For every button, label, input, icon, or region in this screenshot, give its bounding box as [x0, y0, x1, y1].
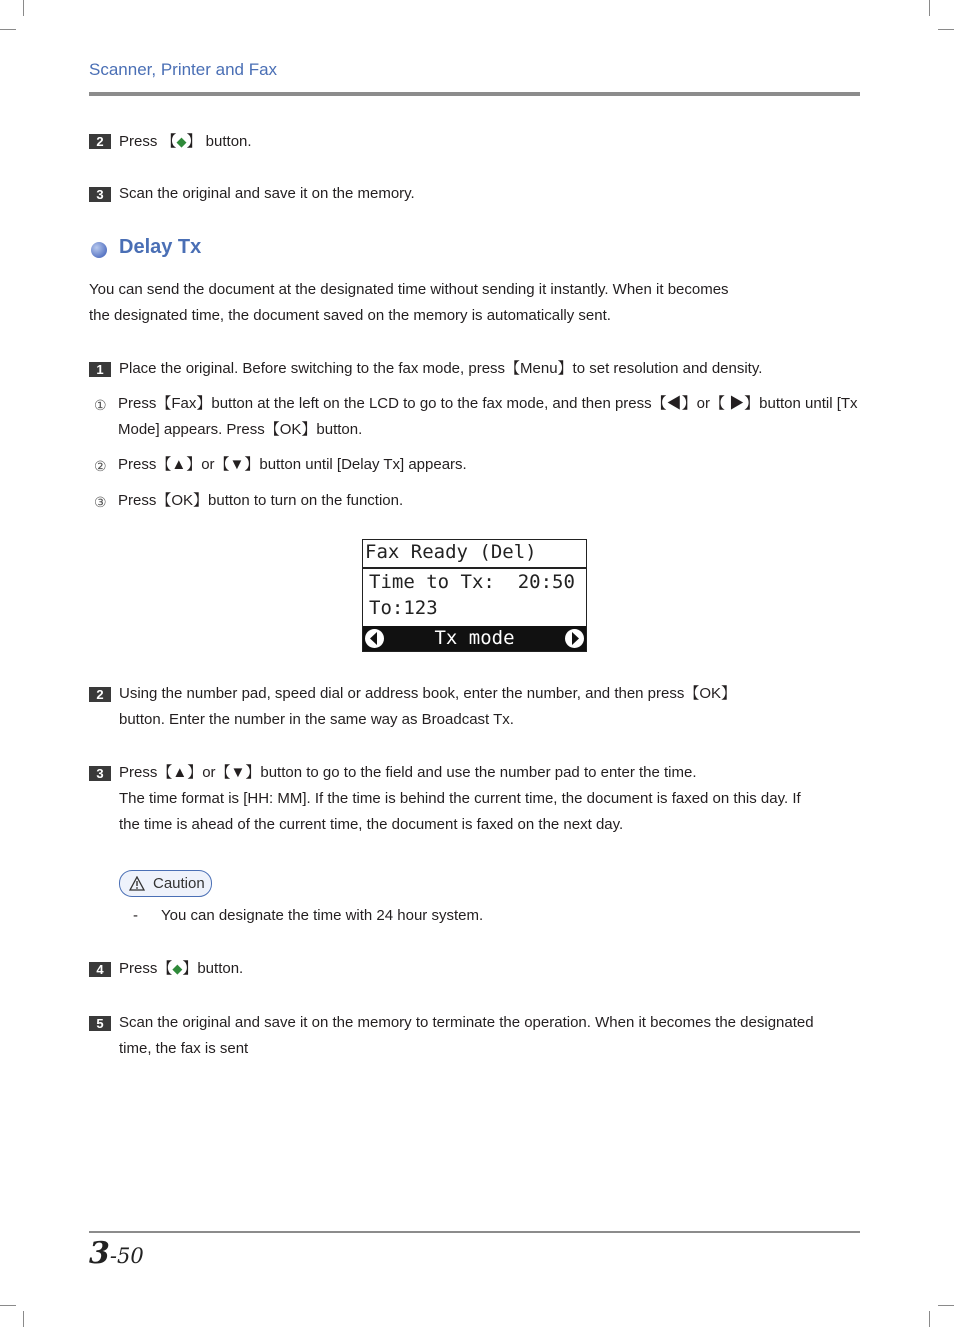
step-number: 3: [89, 187, 111, 202]
step-text: Scan the original and save it on the memory to terminate the operation. When it becomes the designated: [119, 1014, 814, 1031]
lcd-mode-bar: [363, 626, 586, 651]
step-text: button. Enter the number in the same way as Broadcast Tx.: [119, 711, 514, 728]
caution-badge: [119, 870, 212, 897]
step-text: Press【◆】button.: [119, 960, 244, 977]
step-text: Scan the original and save it on the memory.: [119, 185, 415, 202]
crop-mark: [938, 29, 954, 30]
substep-text: Press【OK】button to turn on the function.: [118, 492, 404, 509]
crop-mark: [929, 1311, 930, 1327]
crop-mark: [0, 29, 16, 30]
page-number: [89, 1236, 144, 1271]
substep-text: Press【▲】or【▼】button until [Delay Tx] appears.: [118, 456, 467, 473]
substep-marker: ①: [94, 397, 107, 413]
footer-divider: [89, 1231, 860, 1233]
intro-line: You can send the document at the designated time without sending it instantly. When it becomes: [89, 281, 729, 298]
step-number: 2: [89, 687, 111, 702]
lcd-mode-label: Tx mode: [434, 627, 515, 649]
right-arrow-icon: [564, 628, 585, 649]
lcd-time-line: Time to Tx: 20:50: [369, 571, 575, 593]
step-text: the time is ahead of the current time, the document is faxed on the next day.: [119, 816, 624, 833]
step-text: The time format is [HH: MM]. If the time is behind the current time, the document is faxed on this day. If: [119, 790, 801, 807]
substep-marker: ③: [94, 494, 107, 510]
crop-mark: [929, 0, 930, 16]
substep-marker: ②: [94, 458, 107, 474]
intro-line: the designated time, the document saved on the memory is automatically sent.: [89, 307, 611, 324]
lcd-divider: [363, 567, 586, 569]
caution-bullet-text: You can designate the time with 24 hour system.: [161, 907, 484, 924]
crop-mark: [938, 1305, 954, 1306]
crop-mark: [0, 1305, 16, 1306]
bullet-dash: -: [133, 907, 138, 924]
page-index: -50: [109, 1244, 144, 1268]
step-number: 5: [89, 1016, 111, 1031]
lcd-to-line: To:123: [369, 597, 438, 619]
warning-icon: [129, 876, 145, 891]
step-number: 4: [89, 962, 111, 977]
step-number: 3: [89, 766, 111, 781]
lcd-title: Fax Ready (Del): [365, 541, 537, 563]
step-number: 1: [89, 362, 111, 377]
step-text: time, the fax is sent: [119, 1040, 249, 1057]
step-text: Press 【◆】 button.: [119, 133, 252, 150]
step-text: Using the number pad, speed dial or address book, enter the number, and then press【OK】: [119, 685, 737, 702]
caution-label: Caution: [153, 875, 205, 892]
page-chapter: 3: [89, 1236, 110, 1271]
start-icon: ◆: [176, 134, 187, 149]
step-number: 2: [89, 134, 111, 149]
crop-mark: [23, 1311, 24, 1327]
crop-mark: [23, 0, 24, 16]
section-title: Delay Tx: [119, 236, 202, 258]
page-header-title: Scanner, Printer and Fax: [89, 60, 278, 79]
section-bullet-icon: [91, 242, 107, 258]
step-text: Press【▲】or【▼】button to go to the field and use the number pad to enter the time.: [119, 764, 697, 781]
start-icon: ◆: [172, 961, 183, 976]
lcd-screen: [362, 539, 587, 652]
step-text: Place the original. Before switching to the fax mode, press【Menu】to set resolution and density.: [119, 360, 763, 377]
substep-text: Mode] appears. Press【OK】button.: [118, 421, 363, 438]
header-divider: [89, 92, 860, 96]
substep-text: Press【Fax】button at the left on the LCD to go to the fax mode, and then press【◀】or【 ▶】button until [Tx: [118, 395, 858, 412]
